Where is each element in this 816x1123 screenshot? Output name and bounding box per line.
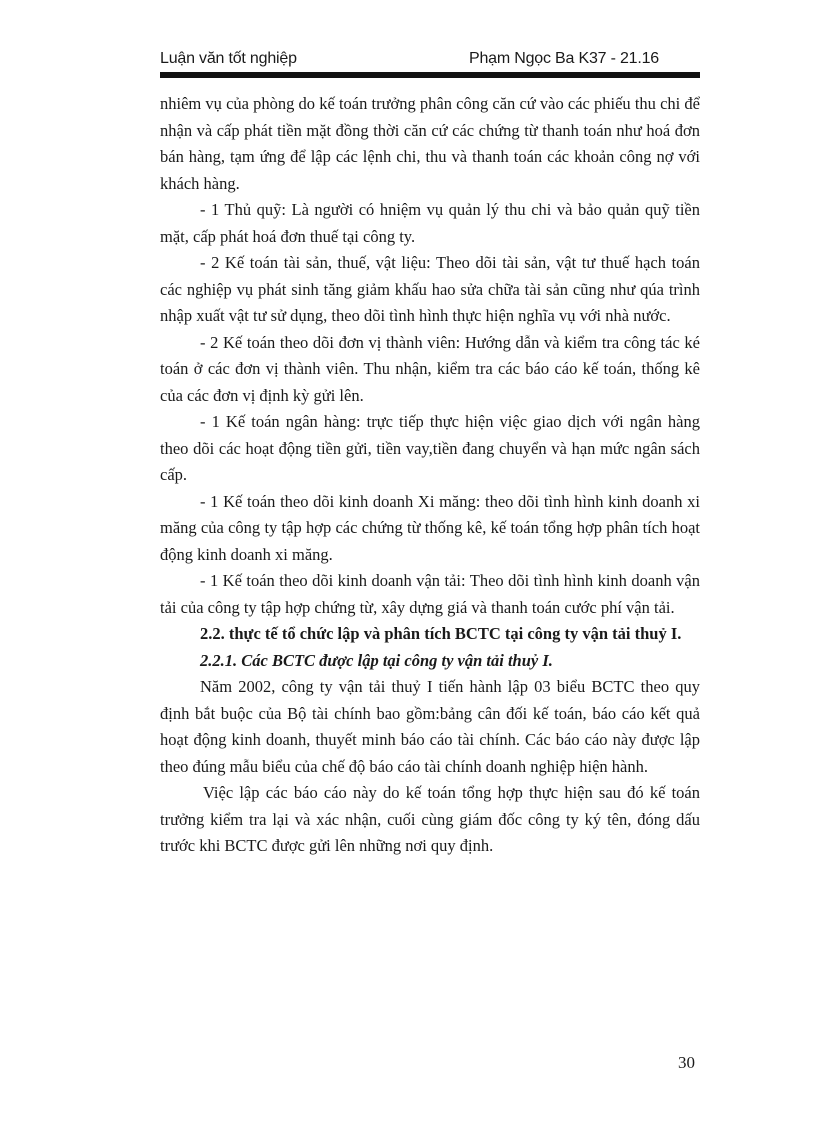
- paragraph-thu-quy: - 1 Thủ quỹ: Là người có hniệm vụ quản lý thu chi và bảo quản quỹ tiền mặt, cấp phát hoá đơn thuế tại công ty.: [160, 200, 700, 246]
- subsection-heading: 2.2.1. Các BCTC được lập tại công ty vận tải thuỷ I.: [200, 650, 553, 670]
- paragraph-ke-toan-tai-san: - 2 Kế toán tài sản, thuế, vật liệu: Theo dõi tài sản, vật tư thuế hạch toán các nghiệp vụ phát sinh tăng giảm khấu hao sửa chữa tài sản cũng như qúa trình nhập xuất vật tư sử dụng, theo dõi tình hình thực hiện nghĩa vụ với nhà nước.: [160, 253, 700, 325]
- paragraph-ke-toan-ngan-hang: - 1 Kế toán ngân hàng: trực tiếp thực hiện việc giao dịch với ngân hàng theo dõi các hoạt động tiền gửi, tiền vay,tiền đang chuyển và hạn mức ngân sách cấp.: [160, 412, 700, 484]
- paragraph-ke-toan-van-tai: - 1 Kế toán theo dõi kinh doanh vận tải: Theo dõi tình hình kinh doanh vận tải của công ty tập hợp chứng từ, xây dựng giá và thanh toán cước phí vận tải.: [160, 571, 700, 617]
- header-rule: [160, 72, 700, 78]
- page-number: 30: [678, 1053, 695, 1072]
- paragraph-continued: nhiêm vụ của phòng do kế toán trưởng phân công căn cứ vào các phiếu thu chi để nhận và cấp phát tiền mặt đồng thời căn cứ các chứng từ thanh toán như hoá đơn bán hàng, tạm ứng để lập các lệnh chi, thu và thanh toán các khoản công nợ với khách hàng.: [160, 94, 700, 193]
- header-thesis-label: Luận văn tốt nghiệp: [160, 50, 297, 67]
- section-heading: 2.2. thực tế tổ chức lập và phân tích BCTC tại công ty vận tải thuỷ I.: [200, 624, 682, 643]
- header-author: Phạm Ngọc Ba K37 - 21.16: [469, 50, 659, 67]
- paragraph-bctc-2002: Năm 2002, công ty vận tải thuỷ I tiến hành lập 03 biểu BCTC theo quy định bắt buộc của Bộ tài chính bao gồm:bảng cân đối kế toán, báo cáo kết quả hoạt động kinh doanh, thuyết minh báo cáo tài chính. Các báo cáo này được lập theo đúng mẫu biểu của chế độ báo cáo tài chính doanh nghiệp hiện hành.: [160, 677, 700, 776]
- paragraph-ke-toan-xi-mang: - 1 Kế toán theo dõi kinh doanh Xi măng: theo dõi tình hình kinh doanh xi măng của công ty tập hợp các chứng từ thống kê, kế toán tổng hợp phân tích hoạt động kinh doanh xi măng.: [160, 491, 700, 564]
- paragraph-bctc-process: Việc lập các báo cáo này do kế toán tổng hợp thực hiện sau đó kế toán trưởng kiểm tra lại và xác nhận, cuối cùng giám đốc công ty ký tên, đóng dấu trước khi BCTC được gửi lên những nơi quy định.: [160, 783, 700, 855]
- page-header: [160, 46, 700, 66]
- document-body: [160, 91, 700, 860]
- paragraph-ke-toan-don-vi: - 2 Kế toán theo dõi đơn vị thành viên: Hướng dẫn và kiểm tra công tác ké toán ở các đơn vị thành viên. Thu nhận, kiểm tra các báo cáo kế toán, thống kê của các đơn vị định kỳ gửi lên.: [160, 332, 700, 405]
